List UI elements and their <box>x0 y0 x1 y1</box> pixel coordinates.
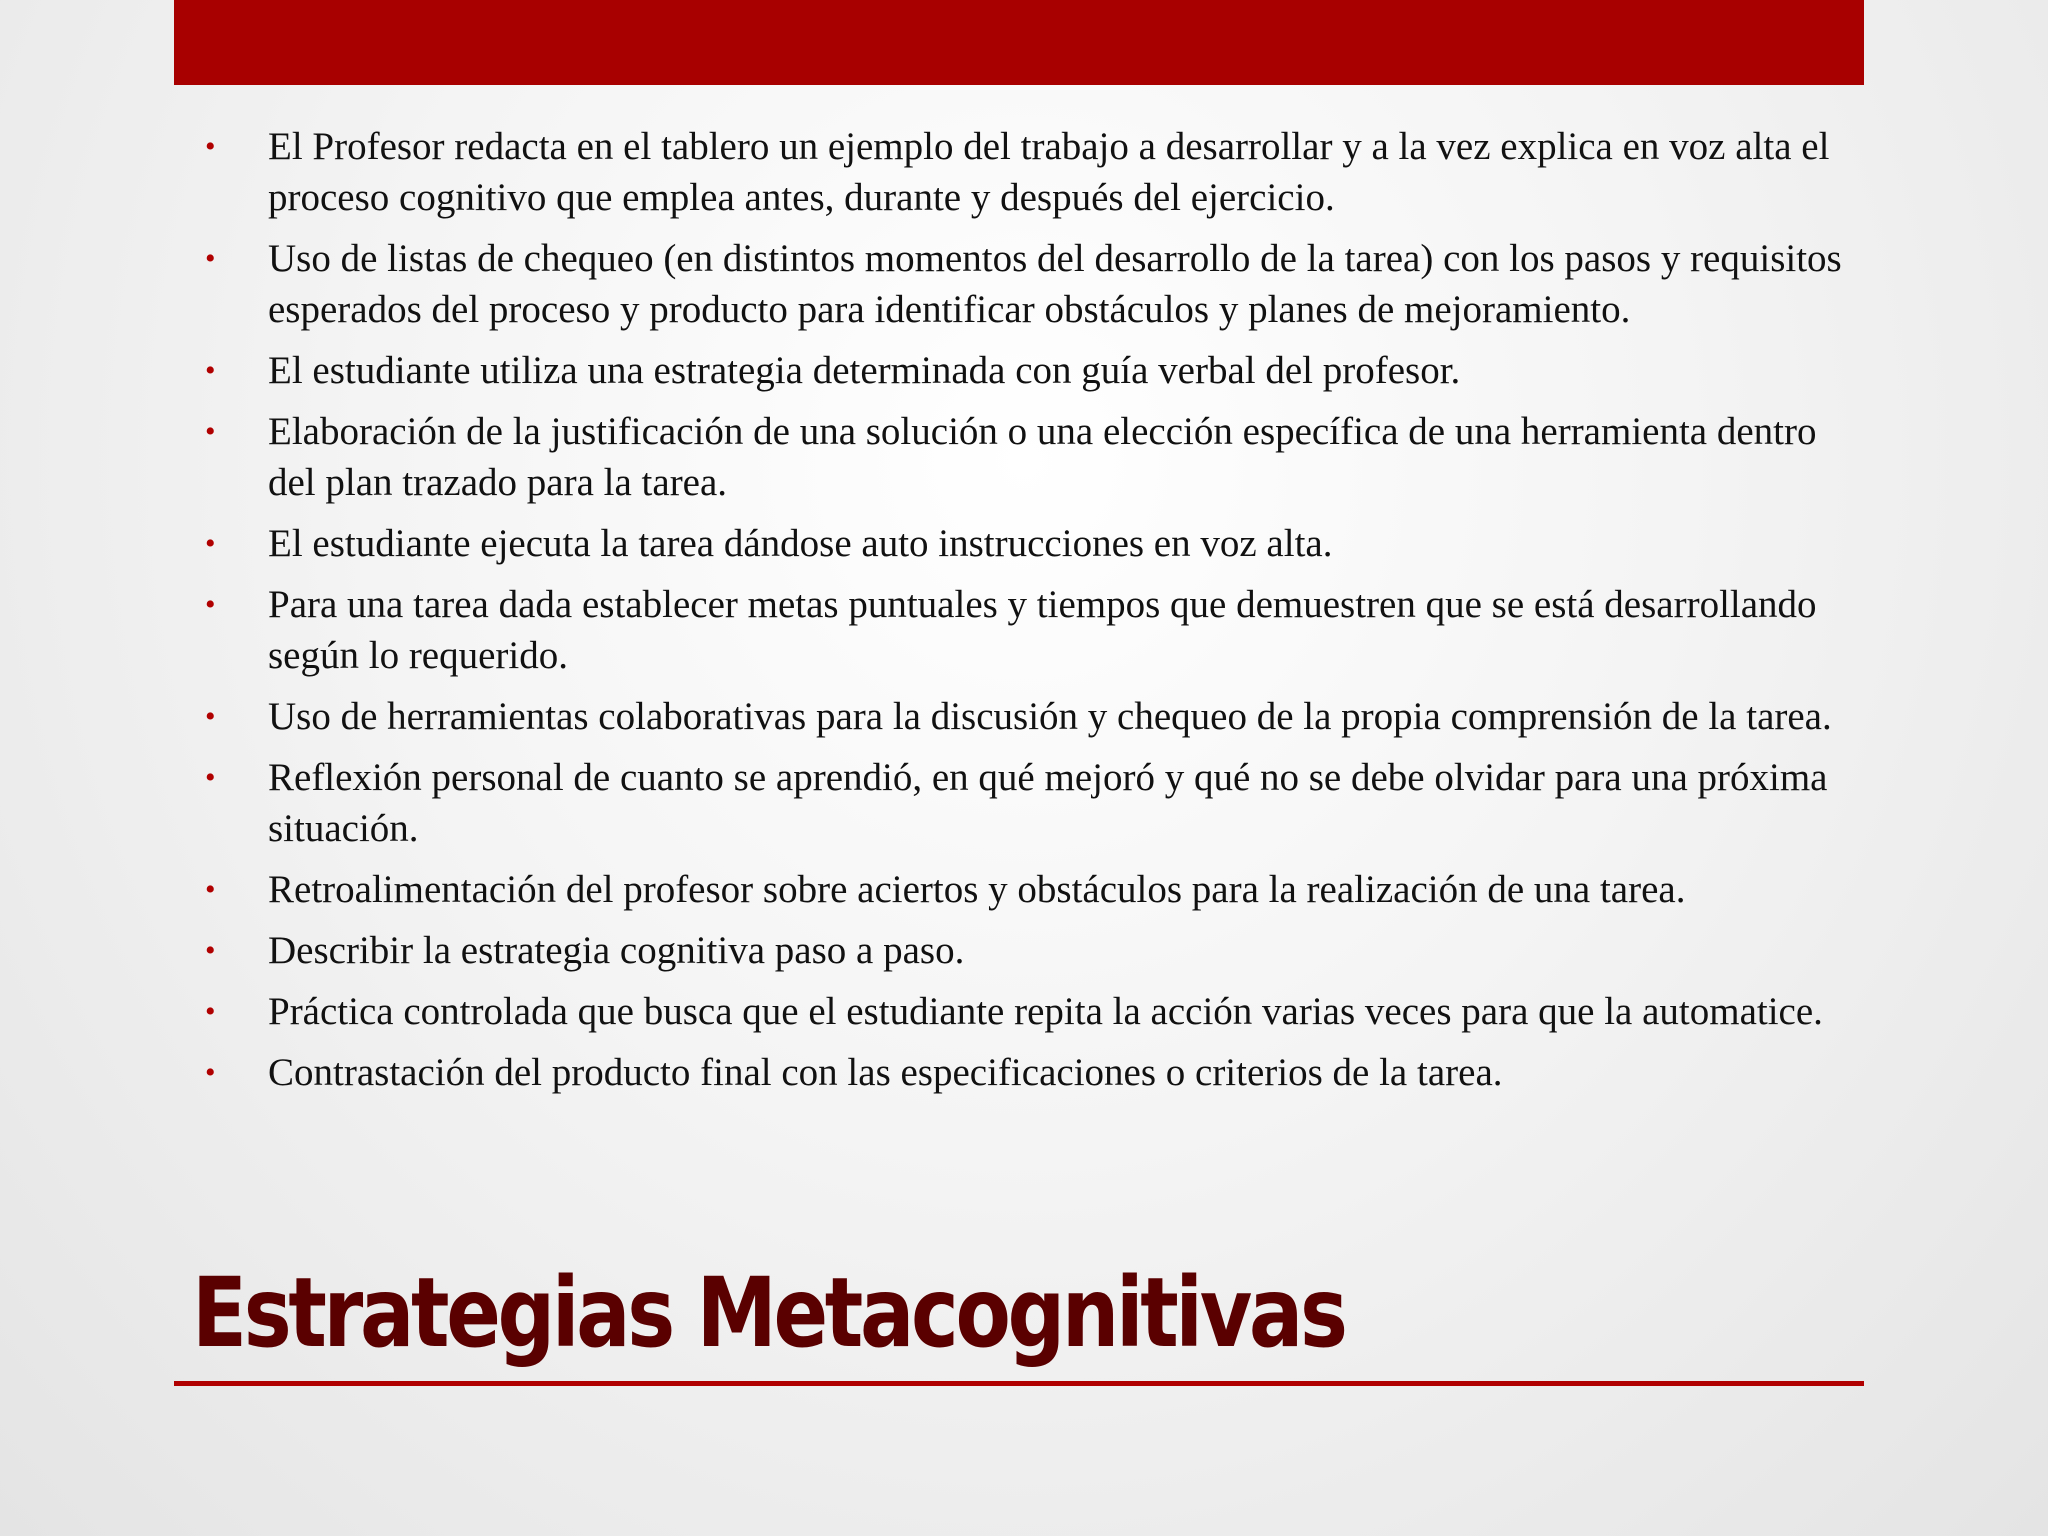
bullet-icon: • <box>205 415 216 448</box>
bullet-item <box>205 406 1845 508</box>
bullet-item <box>205 579 1845 681</box>
bullet-text: El Profesor redacta en el tablero un ejemplo del trabajo a desarrollar y a la vez explica en voz alta el proceso cognitivo que emplea antes, durante y después del ejercicio. <box>268 125 1830 219</box>
bullet-icon: • <box>205 130 216 163</box>
bullet-icon: • <box>205 761 216 794</box>
slide-title: Estrategias Metacognitivas <box>192 1257 1345 1369</box>
bullet-item <box>205 925 1845 976</box>
title-underline <box>174 1381 1864 1386</box>
bullet-icon: • <box>205 527 216 560</box>
bullet-text: Para una tarea dada establecer metas puntuales y tiempos que demuestren que se está desarrollando según lo requerido. <box>268 583 1817 677</box>
bullet-text: Retroalimentación del profesor sobre aciertos y obstáculos para la realización de una tarea. <box>268 868 1686 911</box>
bullet-icon: • <box>205 588 216 621</box>
bullet-item <box>205 691 1845 742</box>
bullet-text: El estudiante ejecuta la tarea dándose auto instrucciones en voz alta. <box>268 522 1333 565</box>
bullet-text: Elaboración de la justificación de una solución o una elección específica de una herramienta dentro del plan trazado para la tarea. <box>268 410 1817 504</box>
bullet-list <box>205 121 1845 1108</box>
bullet-text: Uso de listas de chequeo (en distintos momentos del desarrollo de la tarea) con los pasos y requisitos esperados del proceso y producto para identificar obstáculos y planes de mejoramiento. <box>268 237 1842 331</box>
bullet-icon: • <box>205 995 216 1028</box>
bullet-item <box>205 345 1845 396</box>
bullet-text: Contrastación del producto final con las especificaciones o criterios de la tarea. <box>268 1051 1503 1094</box>
bullet-icon: • <box>205 934 216 967</box>
bullet-text: Describir la estrategia cognitiva paso a paso. <box>268 929 965 972</box>
bullet-icon: • <box>205 700 216 733</box>
bullet-text: El estudiante utiliza una estrategia determinada con guía verbal del profesor. <box>268 349 1461 392</box>
bullet-icon: • <box>205 242 216 275</box>
bullet-icon: • <box>205 1056 216 1089</box>
bullet-item <box>205 233 1845 335</box>
bullet-icon: • <box>205 873 216 906</box>
bullet-text: Práctica controlada que busca que el estudiante repita la acción varias veces para que la automatice. <box>268 990 1823 1033</box>
bullet-item <box>205 864 1845 915</box>
bullet-item <box>205 121 1845 223</box>
bullet-text: Uso de herramientas colaborativas para la discusión y chequeo de la propia comprensión de la tarea. <box>268 695 1832 738</box>
bullet-icon: • <box>205 354 216 387</box>
bullet-item <box>205 1047 1845 1098</box>
bullet-item <box>205 986 1845 1037</box>
bullet-item <box>205 518 1845 569</box>
bullet-item <box>205 752 1845 854</box>
bullet-text: Reflexión personal de cuanto se aprendió, en qué mejoró y qué no se debe olvidar para una próxima situación. <box>268 756 1828 850</box>
top-accent-bar <box>174 0 1864 85</box>
